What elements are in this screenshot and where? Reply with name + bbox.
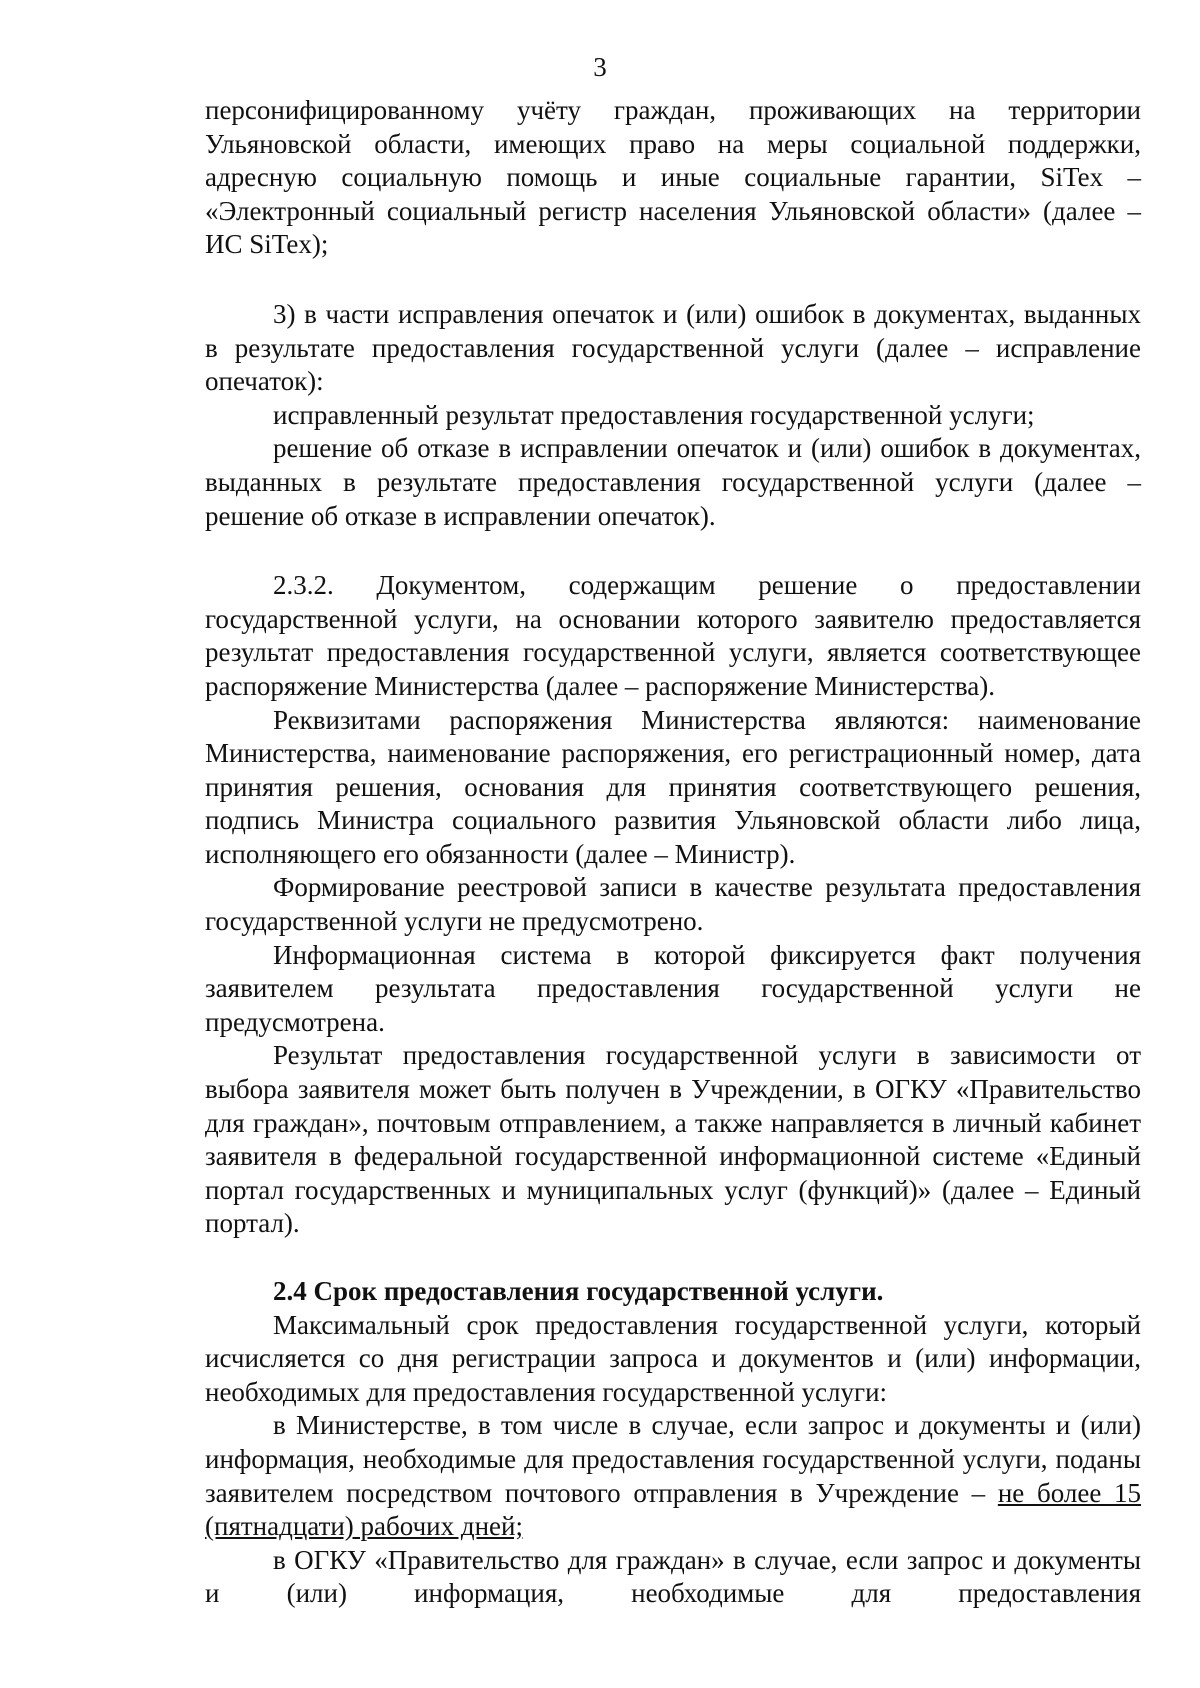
page-number: 3 xyxy=(593,52,607,82)
paragraph-max-term: Максимальный срок предоставления государственной услуги, который исчисляется со дня регистрации запроса и документов и (или) информации, необходимых для предоставления государственной услуги: xyxy=(205,1309,1141,1407)
paragraph-result-delivery: Результат предоставления государственной услуги в зависимости от выбора заявителя может быть получен в Учреждении, в ОГКУ «Правительство для граждан», почтовым отправлением, а также направляется в личный кабинет заявителя в федеральной государственной информационной системе «Единый портал государственных и муниципальных услуг (функций)» (далее – Единый портал). xyxy=(205,1040,1141,1239)
paragraph-information-system: Информационная система в которой фиксируется факт получения заявителем результата предоставления государственной услуги не предусмотрена. xyxy=(205,939,1141,1037)
paragraph-2-3-2: 2.3.2. Документом, содержащим решение о предоставлении государственной услуги, на основании которого заявителю предоставляется результат предоставления государственной услуги, является соответствующее распоряжение Министерства (далее – распоряжение Министерства). xyxy=(205,570,1141,701)
section-heading-2-4: 2.4 Срок предоставления государственной услуги. xyxy=(273,1276,884,1306)
paragraph-continuation: персонифицированному учёту граждан, проживающих на территории Ульяновской области, имеющих право на меры социальной поддержки, адресную социальную помощь и иные социальные гарантии, SiTex – «Электронный социальный регистр населения Ульяновской области» (далее – ИС SiTex); xyxy=(205,95,1141,260)
document-body xyxy=(205,94,1141,1611)
paragraph-item-3: 3) в части исправления опечаток и (или) ошибок в документах, выданных в результате предоставления государственной услуги (далее – исправление опечаток): xyxy=(205,298,1141,397)
paragraph-ogku-term: в ОГКУ «Правительство для граждан» в случае, если запрос и документы и (или) информация, необходимые для предоставления xyxy=(205,1544,1141,1609)
paragraph-registry-record: Формирование реестровой записи в качестве результата предоставления государственной услуги не предусмотрено. xyxy=(205,872,1141,937)
ministry-term-text: в Министерстве, в том числе в случае, если запрос и документы и (или) информация, необходимые для предоставления государственной услуги, поданы заявителем посредством почтового отправления в Учреждение – xyxy=(205,1410,1141,1508)
ministry-term-deadline: не более 15 (пятнадцати) рабочих дней; xyxy=(205,1477,1141,1542)
paragraph-corrected-result: исправленный результат предоставления государственной услуги; xyxy=(273,399,1035,430)
paragraph-requisites: Реквизитами распоряжения Министерства являются: наименование Министерства, наименование распоряжения, его регистрационный номер, дата принятия решения, основания для принятия соответствующего решения, подпись Министра социального развития Ульяновской области либо лица, исполняющего его обязанности (далее – Министр). xyxy=(205,704,1141,869)
paragraph-refusal-decision: решение об отказе в исправлении опечаток и (или) ошибок в документах, выданных в результате предоставления государственной услуги (далее – решение об отказе в исправлении опечаток). xyxy=(205,433,1141,531)
paragraph-ministry-term xyxy=(205,1409,1141,1543)
